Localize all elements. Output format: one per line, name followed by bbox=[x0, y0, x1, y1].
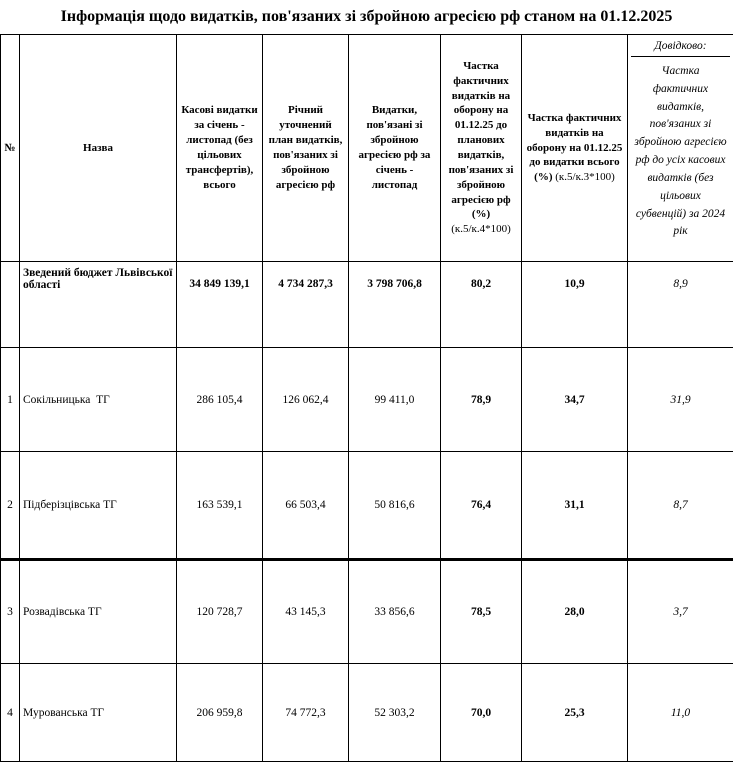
header-share-of-total bbox=[522, 35, 628, 262]
header-cash-expenditures: Касові видатки за січень - листопад (без цільових трансфертів), всього bbox=[177, 35, 263, 262]
spent-cell: 99 411,0 bbox=[349, 348, 441, 452]
plan-cell: 43 145,3 bbox=[263, 560, 349, 664]
table-row-rozvadivska bbox=[1, 560, 733, 664]
reference-description: Частка фактичних видатків, пов'язаних зі збройною агресією рф до усіх касових видатків (без цільових субвенцій) за 2024 рік bbox=[634, 65, 727, 238]
plan-cell: 66 503,4 bbox=[263, 452, 349, 560]
spent-cell: 50 816,6 bbox=[349, 452, 441, 560]
header-no: № bbox=[1, 35, 20, 262]
name-cell: Підберізцівська ТГ bbox=[20, 452, 177, 560]
pct-plan-cell: 80,2 bbox=[441, 262, 522, 348]
plan-cell: 4 734 287,3 bbox=[263, 262, 349, 348]
header-name: Назва bbox=[20, 35, 177, 262]
header-share-of-plan-text: Частка фактичних видатків на оборону на 01.12.25 до планових видатків, пов'язаних зі збройною агресією рф bbox=[448, 59, 514, 206]
header-reference bbox=[628, 35, 733, 262]
name-cell: Розвадівська ТГ bbox=[20, 560, 177, 664]
header-annual-plan: Річний уточнений план видатків, пов'язаних зі збройною агресією рф bbox=[263, 35, 349, 262]
ref-cell: 8,9 bbox=[628, 262, 733, 348]
spent-cell: 52 303,2 bbox=[349, 664, 441, 762]
table-header bbox=[1, 35, 733, 262]
pct-total-cell: 10,9 bbox=[522, 262, 628, 348]
header-share-of-total-formula: (к.5/к.3*100) bbox=[555, 171, 615, 184]
ref-cell: 11,0 bbox=[628, 664, 733, 762]
header-share-of-total-percent: (%) bbox=[534, 171, 553, 184]
ref-cell: 3,7 bbox=[628, 560, 733, 664]
plan-cell: 126 062,4 bbox=[263, 348, 349, 452]
name-cell: Мурованська ТГ bbox=[20, 664, 177, 762]
expenditures-table bbox=[0, 34, 733, 762]
pct-total-cell: 31,1 bbox=[522, 452, 628, 560]
row-number-cell: 1 bbox=[1, 348, 20, 452]
pct-plan-cell: 78,9 bbox=[441, 348, 522, 452]
table-row-consolidated-budget bbox=[1, 262, 733, 348]
plan-cell: 74 772,3 bbox=[263, 664, 349, 762]
document-title: Інформація щодо видатків, пов'язаних зі збройною агресією рф станом на 01.12.2025 bbox=[60, 8, 673, 25]
ref-cell: 8,7 bbox=[628, 452, 733, 560]
spent-cell: 33 856,6 bbox=[349, 560, 441, 664]
name-cell: Сокільницька ТГ bbox=[20, 348, 177, 452]
header-war-expenditures: Видатки, пов'язані зі збройною агресією рф за січень - листопад bbox=[349, 35, 441, 262]
row-number-cell: 3 bbox=[1, 560, 20, 664]
pct-total-cell: 28,0 bbox=[522, 560, 628, 664]
row-number-cell: 4 bbox=[1, 664, 20, 762]
reference-label: Довідково: bbox=[631, 37, 730, 57]
pct-plan-cell: 76,4 bbox=[441, 452, 522, 560]
row-number-cell: 2 bbox=[1, 452, 20, 560]
pct-plan-cell: 70,0 bbox=[441, 664, 522, 762]
ref-cell: 31,9 bbox=[628, 348, 733, 452]
header-share-of-plan-formula: (к.5/к.4*100) bbox=[451, 223, 511, 236]
header-share-of-plan-percent: (%) bbox=[471, 208, 491, 221]
cash-cell: 286 105,4 bbox=[177, 348, 263, 452]
table-row-sokilnytska bbox=[1, 348, 733, 452]
row-number-cell bbox=[1, 262, 20, 348]
cash-cell: 120 728,7 bbox=[177, 560, 263, 664]
pct-total-cell: 25,3 bbox=[522, 664, 628, 762]
header-share-of-plan bbox=[441, 35, 522, 262]
cash-cell: 206 959,8 bbox=[177, 664, 263, 762]
table-row-pidberiztsivska bbox=[1, 452, 733, 560]
cash-cell: 163 539,1 bbox=[177, 452, 263, 560]
cash-cell: 34 849 139,1 bbox=[177, 262, 263, 348]
table-row-murovanska bbox=[1, 664, 733, 762]
pct-plan-cell: 78,5 bbox=[441, 560, 522, 664]
table-body bbox=[1, 262, 733, 762]
pct-total-cell: 34,7 bbox=[522, 348, 628, 452]
header-share-of-total-text: Частка фактичних видатків на оборону на 01.12.25 до видатки всього bbox=[526, 111, 623, 169]
spent-cell: 3 798 706,8 bbox=[349, 262, 441, 348]
name-cell: Зведений бюджет Львівської області bbox=[20, 262, 177, 348]
